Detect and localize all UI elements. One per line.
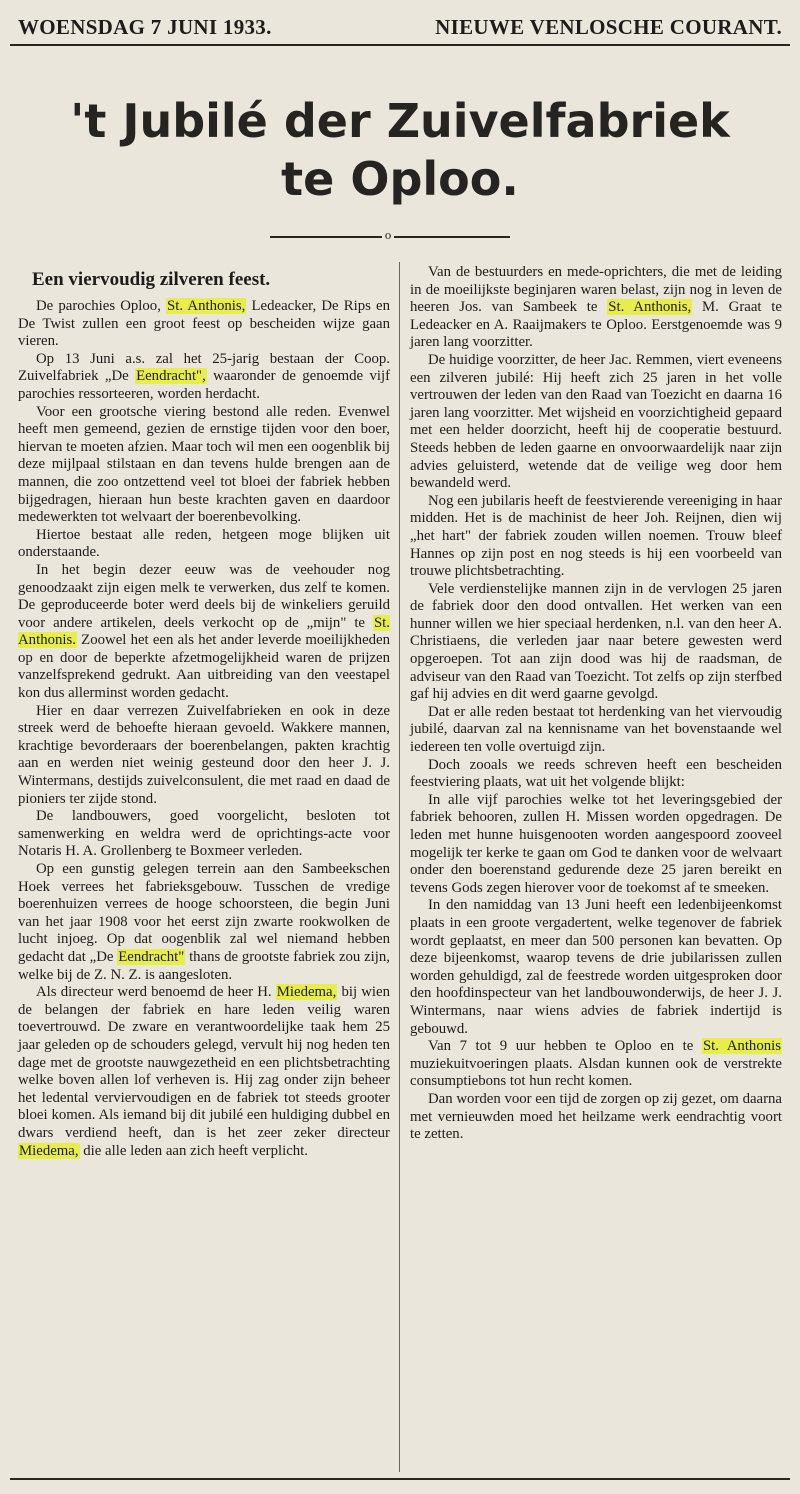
article-paragraph bbox=[410, 704, 782, 757]
article-paragraph bbox=[410, 264, 782, 352]
paragraph-text: Voor een grootsche viering bestond alle reden. Evenwel heeft men gemeend, gezien de ernstige tijden voor den boer, hiervan te moeten afzien. Maar toch wil men een oogenblik bij deze mijlpaal stilstaan en dan tevens hulde brengen aan de mannen, die zoo ontzettend veel tot bloei der fabriek hebben bijgedragen, hieraan hun beste krachten gaven en daardoor medewerkten tot welvaart der boerenbevolking. bbox=[18, 403, 390, 526]
article-paragraph bbox=[18, 404, 390, 527]
article-subheading: Een viervoudig zilveren feest. bbox=[32, 269, 271, 290]
column-divider bbox=[399, 262, 400, 1472]
article-paragraph bbox=[410, 493, 782, 581]
masthead bbox=[18, 14, 782, 40]
headline-line-1: 't Jubilé der Zuivelfabriek bbox=[70, 94, 730, 148]
article-paragraph bbox=[410, 1038, 782, 1091]
article-paragraph bbox=[18, 984, 390, 1160]
highlighted-name: St. Anthonis. bbox=[18, 614, 390, 649]
highlighted-name: Miedema, bbox=[19, 1142, 79, 1159]
paragraph-text: Vele verdienstelijke mannen zijn in de vervlogen 25 jaren de fabriek door den dood ontvallen. Het werken van een hunner willen we hier speciaal herdenken, n.l. van den heer A. Christiaens, die verleden jaar naar betere gewesten werd opgeroepen. Tot aan zijn dood was hij de raadsman, de adviseur van den Raad van Toezicht. Tot zelfs op zijn sterfbed gaf hij advies en dit werd gaarne gevolgd. bbox=[410, 580, 782, 703]
paragraph-text: De parochies Oploo, bbox=[36, 298, 167, 314]
paragraph-text: waaronder de genoemde vijf parochies ressorteeren, worden herdacht. bbox=[18, 368, 390, 402]
column-left-body bbox=[18, 298, 390, 1160]
paragraph-text: muziekuitvoeringen plaats. Alsdan kunnen ook de verstrekte consumptiebons tot hun recht komen. bbox=[410, 1055, 782, 1090]
paragraph-text: Dat er alle reden bestaat tot herdenking van het viervoudig jubilé, daarvan zal na kennisname van het bovenstaande wel iedereen ten volle overtuigd zijn. bbox=[410, 703, 782, 756]
highlighted-name: Eendracht", bbox=[136, 368, 206, 385]
article-paragraph bbox=[18, 351, 390, 404]
paragraph-text: M. Graat te Ledeacker en A. Raaijmakers te Oploo. Eerstgenoemde was 9 jaren lang voorzitter. bbox=[410, 299, 782, 351]
paragraph-text: bij wien de belangen der fabriek en hare leden veilig waren toevertrouwd. De zware en verantwoordelijke taak hem 25 jaar geleden op de schouders gelegd, vervult hij nog heden ten dage met de grootste nauwgezetheid en een plichtsbetrachting welke boven allen lof verheven is. Hij zag onder zijn beheer het ledental verviervoudigen en de fabriek tot steeds grooter bloei komen. Als iemand bij dit jubilé een huldiging dubbel en dwars verdiend heeft, dan is het zeer zeker directeur bbox=[18, 984, 390, 1141]
masthead-paper-name: NIEUWE VENLOSCHE COURANT. bbox=[435, 14, 782, 39]
paragraph-text: De landbouwers, goed voorgelicht, besloten tot samenwerking en weldra werd de oprichtings-acte voor Notaris H. A. Grollenberg te Boxmeer verleden. bbox=[18, 808, 390, 860]
paragraph-text: Op 13 Juni a.s. zal het 25-jarig bestaan der Coop. Zuivelfabriek „De bbox=[18, 350, 390, 385]
paragraph-text: Van de bestuurders en mede-oprichters, die met de leiding in de moeilijkste beginjaren waren belast, zijn nog in leven de heeren Jos. van Sambeek te bbox=[410, 264, 782, 316]
column-right-body bbox=[410, 264, 782, 1144]
article-paragraph bbox=[410, 757, 782, 792]
article-paragraph bbox=[18, 861, 390, 984]
paragraph-text: Ledeacker, De Rips en De Twist zullen een groot feest op bescheiden wijze gaan vieren. bbox=[18, 298, 390, 350]
article-paragraph bbox=[410, 1091, 782, 1144]
paragraph-text: Nog een jubilaris heeft de feestvierende vereeniging in haar midden. Het is de machinist de heer Joh. Reijnen, dien wij „het hart" der fabriek zouden willen noemen. Trouw bleef Hannes op zijn post en nog steeds is hij een voorbeeld van trouwe plichtsbetrachting. bbox=[410, 492, 782, 580]
paragraph-text: thans de grootste fabriek zou zijn, welke bij de Z. N. Z. is aangesloten. bbox=[18, 948, 390, 983]
article-column-right bbox=[410, 264, 782, 1144]
paragraph-text: Zoowel het een als het ander leverde moeilijkheden op en door de beperkte afzetmogelijkheid waren de prijzen vanzelfsprekend gedrukt. Aan uitbreiding van den veestapel kon dus allerminst worden gedacht. bbox=[18, 632, 390, 702]
paragraph-text: die alle leden aan zich heeft verplicht. bbox=[79, 1142, 308, 1159]
paragraph-text: Van 7 tot 9 uur hebben te Oploo en te bbox=[428, 1038, 702, 1055]
headline-line-2: te Oploo. bbox=[281, 152, 519, 206]
highlighted-name: St. Anthonis bbox=[702, 1038, 781, 1055]
article-paragraph bbox=[18, 703, 390, 809]
paragraph-text: Hier en daar verrezen Zuivelfabrieken en ook in deze streek werd de behoefte hieraan gevoeld. Wakkere mannen, krachtige bevorderaars der boerenbelangen, pakten krachtig aan en werden niet weinig gesteund door den heer J. J. Wintermans, destijds zuivelconsulent, die met raad en daad de pioniers ter zijde stond. bbox=[18, 702, 390, 807]
article-paragraph bbox=[18, 527, 390, 562]
paragraph-text: Op een gunstig gelegen terrein aan den Sambeekschen Hoek verrees het fabrieksgebouw. Tusschen de vredige boerenhuizen verrees de hooge schoorsteen, die begin Juni van het jaar 1908 voor het eerst zijn zwarte rookwolken de lucht injoeg. Op dat oogenblik zal wel niemand hebben gedacht dat „De bbox=[18, 861, 390, 965]
article-paragraph bbox=[18, 298, 390, 351]
article-headline bbox=[0, 92, 800, 208]
paragraph-text: In het begin dezer eeuw was de veehouder nog genoodzaakt zijn eigen melk te verwerken, dus zelf te komen. De geproduceerde boter werd deels bij de winkeliers geruild voor andere artikelen, deels verkocht op de „mijn" te bbox=[18, 561, 390, 631]
ornament-circle-icon: o bbox=[382, 230, 394, 242]
paragraph-text: In den namiddag van 13 Juni heeft een ledenbijeenkomst plaats in een groote vergadertent, welke tegenover de fabriek wordt geplaatst, en meer dan 500 personen kan bevatten. Op deze bijeenkomst, waarop tevens de drie jubilarissen zullen worden gehuldigd, zal de feestrede worden uitgesproken door den hoofdinspecteur van het landbouwonderwijs, de heer J. J. Wintermans, naar wiens advies de fabriek indertijd is gebouwd. bbox=[410, 897, 782, 1037]
paragraph-text: Als directeur werd benoemd de heer H. bbox=[36, 984, 276, 1001]
highlighted-name: Miedema, bbox=[276, 984, 337, 1001]
masthead-date: WOENSDAG 7 JUNI 1933. bbox=[18, 14, 272, 39]
article-column-left bbox=[18, 264, 390, 1160]
highlighted-name: St. Anthonis, bbox=[608, 299, 692, 316]
article-paragraph bbox=[18, 808, 390, 861]
article-paragraph bbox=[410, 792, 782, 898]
highlighted-name: St. Anthonis, bbox=[167, 298, 246, 314]
article-paragraph bbox=[18, 562, 390, 703]
top-rule bbox=[10, 44, 790, 46]
article-paragraph bbox=[410, 352, 782, 493]
paragraph-text: Doch zooals we reeds schreven heeft een bescheiden feestviering plaats, wat uit het volgende blijkt: bbox=[410, 756, 782, 791]
article-paragraph bbox=[410, 581, 782, 704]
ornament-divider bbox=[270, 230, 510, 244]
paragraph-text: De huidige voorzitter, de heer Jac. Remmen, viert eveneens een zilveren jubilé: Hij heeft zich 25 jaren in het volle vertrouwen der leden van den Raad van Toezicht en daarna 16 jaren lang voorzitter. Met wijsheid en voorzichtigheid gepaard met een helder doorzicht, heeft hij de cooperatie bestuurd. Steeds hebben de leden gaarne en onvoorwaardelijk naar zijn advies geluisterd, wetende dat de veilige weg door hem bewandeld werd. bbox=[410, 351, 782, 492]
highlighted-name: Eendracht" bbox=[118, 948, 185, 965]
article-paragraph bbox=[410, 897, 782, 1038]
bottom-rule bbox=[10, 1478, 790, 1480]
paragraph-text: In alle vijf parochies welke tot het leveringsgebied der fabriek behooren, zullen H. Missen worden opgedragen. De leden met hunne huisgenooten worden aangespoord zooveel mogelijk ter kerke te gaan om God te danken voor de welvaart onder den boerenstand gedurende deze 25 jaren bereikt en tevens Gods zegen hierover voor de toekomst af te smeeken. bbox=[410, 791, 782, 896]
paragraph-text: Hiertoe bestaat alle reden, hetgeen moge blijken uit onderstaande. bbox=[18, 526, 390, 561]
paragraph-text: Dan worden voor een tijd de zorgen op zij gezet, om daarna met vernieuwden moed het heilzame werk eendrachtig voort te zetten. bbox=[410, 1090, 782, 1143]
